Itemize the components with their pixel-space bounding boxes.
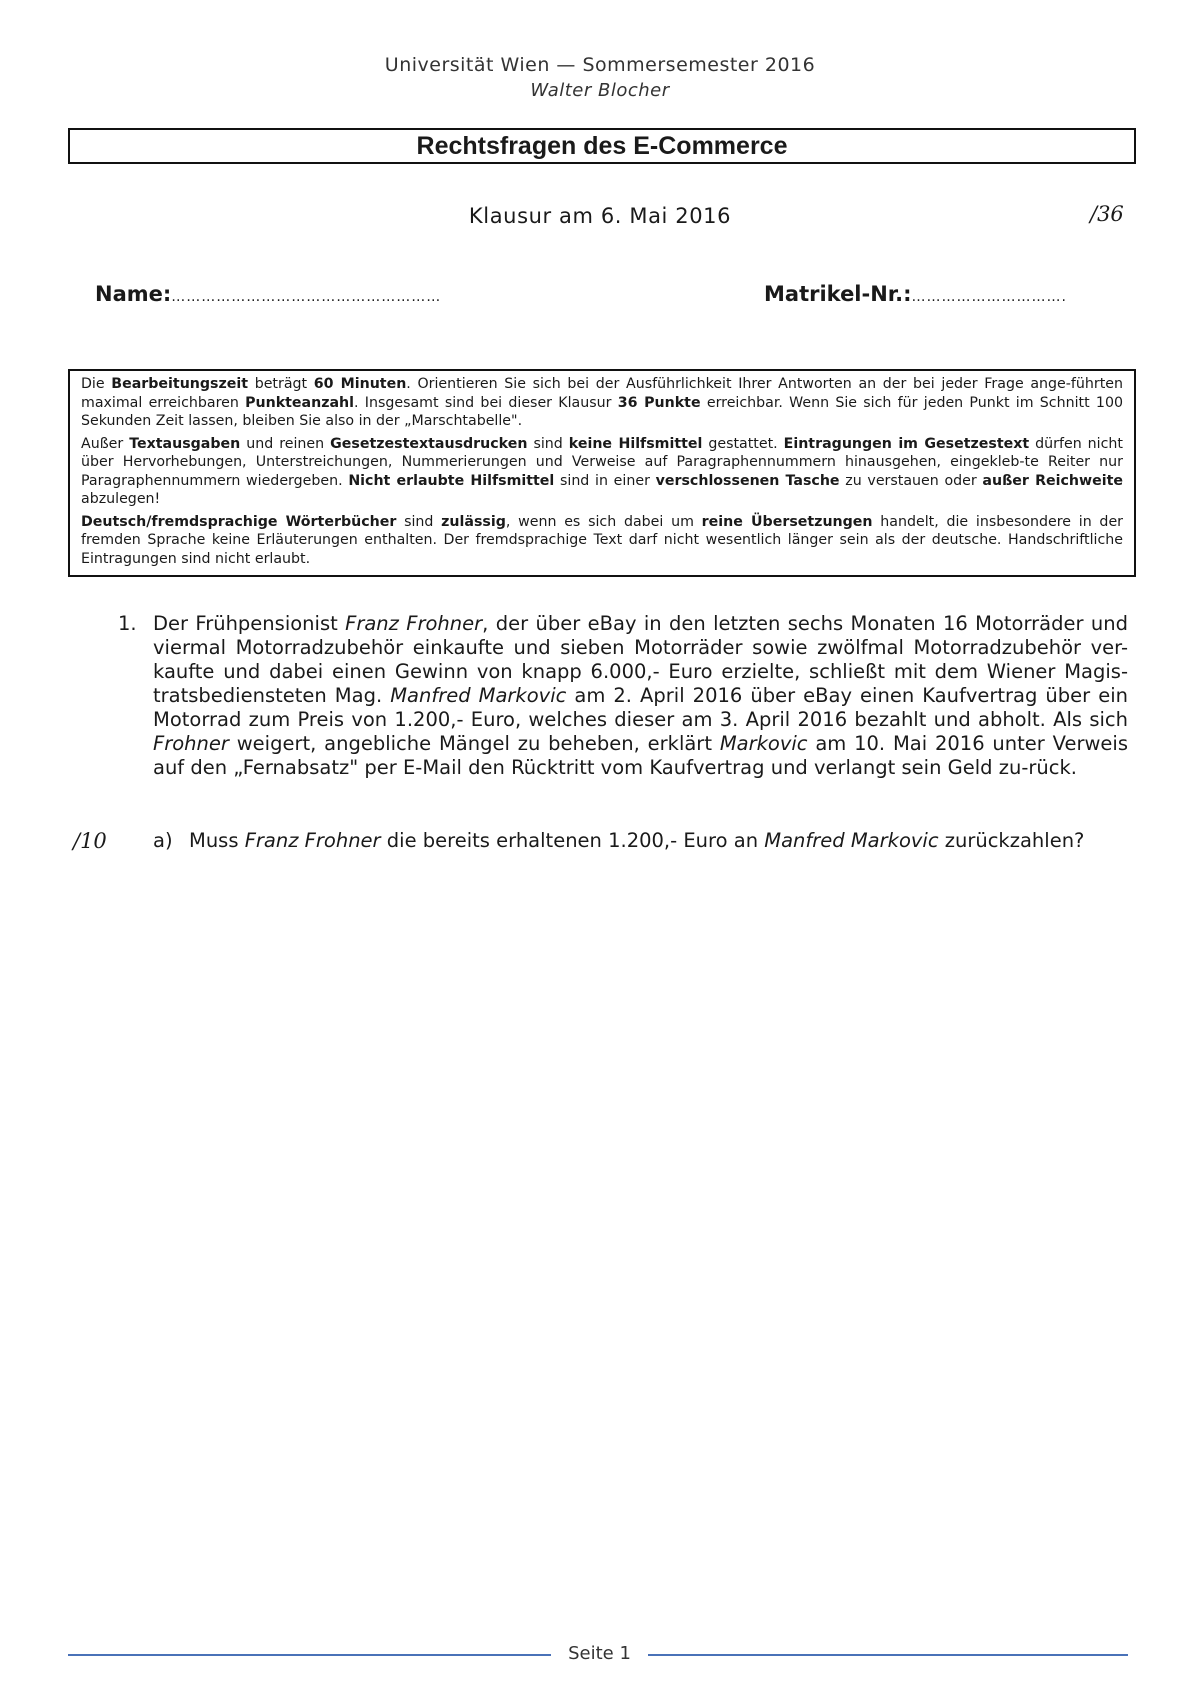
bold-text: reine Übersetzungen <box>701 513 873 530</box>
text-run: gestattet. <box>702 435 784 452</box>
italic-text: Manfred Markovic <box>764 829 939 852</box>
footer-divider-left <box>68 1654 551 1656</box>
bold-text: Textausgaben <box>129 435 241 452</box>
text-run: die bereits erhaltenen 1.200,- Euro an <box>380 829 765 852</box>
text-run: zu verstauen oder <box>839 472 983 489</box>
rules-paragraph <box>81 435 1123 509</box>
bold-text: 36 Punkte <box>617 394 701 411</box>
subquestion-a <box>153 829 1084 853</box>
text-run: Der Frühpensionist <box>153 612 346 635</box>
text-run: . Orientieren Sie sich bei der Ausführlichkeit Ihrer Antworten an der bei jeder Frage ange-führten maximal erreichbaren <box>81 376 1123 411</box>
text-run: erreichbar. Wenn Sie sich für jeden Punkt im Schnitt 100 Sekunden Zeit lassen, bleiben Sie also in der „Marschtabelle". <box>81 394 1124 429</box>
matrikel-dots: …………………………. <box>911 289 1067 305</box>
footer-divider-right <box>648 1654 1128 1656</box>
subquestion-label: a) <box>153 829 173 852</box>
bold-text: Gesetzestextausdrucken <box>330 435 528 452</box>
matrikel-label: Matrikel-Nr.: <box>764 282 912 306</box>
text-run: , wenn es sich dabei um <box>505 513 702 530</box>
bold-text: Eintragungen im Gesetzestext <box>783 435 1030 452</box>
text-run: , der über eBay in den letzten sechs Monaten 16 Motorräder und viermal Motorradzubehör einkaufte und sieben Motorräder sowie zwölfmal Motorradzubehör ver-kaufte und dabei einen Gewinn von knapp 6.000,- Euro erzielte, schließt mit dem Wiener Magis-tratsbediensteten Mag. <box>153 612 1128 707</box>
italic-text: Manfred Markovic <box>390 684 567 707</box>
text-run: sind <box>396 513 442 530</box>
italic-text: Markovic <box>719 732 808 755</box>
text-run: weigert, angebliche Mängel zu beheben, erklärt <box>228 732 720 755</box>
bold-text: keine Hilfsmittel <box>568 435 703 452</box>
total-score: /36 <box>1090 202 1124 226</box>
bold-text: außer Reichweite <box>982 472 1123 489</box>
name-label: Name: <box>95 282 172 306</box>
document-title: Rechtsfragen des E-Commerce <box>68 128 1136 164</box>
question-text <box>153 612 1128 780</box>
text-run: sind <box>527 435 569 452</box>
name-dots: ……………………………………………… <box>171 289 442 305</box>
bold-text: zulässig <box>441 513 506 530</box>
question-number: 1. <box>118 612 137 635</box>
text-run: am 2. April 2016 über eBay einen Kaufvertrag über ein Motorrad zum Preis von 1.200,- Euro, welches dieser am 3. April 2016 bezahlt und abholt. Als sich <box>153 684 1129 731</box>
bold-text: Bearbeitungszeit <box>111 376 249 392</box>
header-institution: Universität Wien — Sommersemester 2016 <box>384 54 816 76</box>
question-1 <box>118 612 1128 780</box>
subquestion-score: /10 <box>73 829 107 853</box>
rules-box <box>68 369 1136 577</box>
name-field[interactable] <box>95 282 441 306</box>
text-run: Die <box>81 376 112 392</box>
italic-text: Franz Frohner <box>345 612 483 635</box>
text-run: beträgt <box>248 376 314 392</box>
italic-text: Franz Frohner <box>244 829 381 852</box>
bold-text: Nicht erlaubte Hilfsmittel <box>348 472 555 489</box>
italic-text: Frohner <box>153 732 229 755</box>
matrikel-field[interactable] <box>764 282 1067 306</box>
text-run: handelt, die insbesondere in der fremden Sprache keine Erläuterungen enthalten. Der fremdsprachige Text darf nicht wesentlich länger sein als der deutsche. Handschriftliche Eintragungen sind nicht erlaubt. <box>81 513 1123 567</box>
page-number: Seite 1 <box>568 1643 631 1664</box>
subquestion-text <box>189 829 1084 852</box>
rules-paragraph <box>81 513 1123 569</box>
text-run: und reinen <box>240 435 331 452</box>
text-run: sind in einer <box>554 472 656 489</box>
text-run: Muss <box>189 829 245 852</box>
text-run: am 10. Mai 2016 unter Verweis auf den „Fernabsatz" per E-Mail den Rücktritt vom Kaufvertrag und verlangt sein Geld zu-rück. <box>153 732 1128 779</box>
exam-date: Klausur am 6. Mai 2016 <box>468 204 732 228</box>
text-run: abzulegen! <box>81 491 161 507</box>
text-run: Außer <box>81 435 130 452</box>
text-run: . Insgesamt sind bei dieser Klausur <box>354 394 618 411</box>
bold-text: 60 Minuten <box>313 376 407 392</box>
bold-text: Punkteanzahl <box>245 394 355 411</box>
bold-text: verschlossenen Tasche <box>655 472 840 489</box>
rules-paragraph <box>81 375 1123 431</box>
text-run: dürfen nicht über Hervorhebungen, Unterstreichungen, Nummerierungen und Verweise auf Paragraphennummern hinausgehen, eingekleb-te Reiter nur Paragraphennummern wiedergeben. <box>81 435 1123 489</box>
bold-text: Deutsch/fremdsprachige Wörterbücher <box>81 513 397 530</box>
header-author: Walter Blocher <box>530 80 670 101</box>
text-run: zurückzahlen? <box>938 829 1085 852</box>
